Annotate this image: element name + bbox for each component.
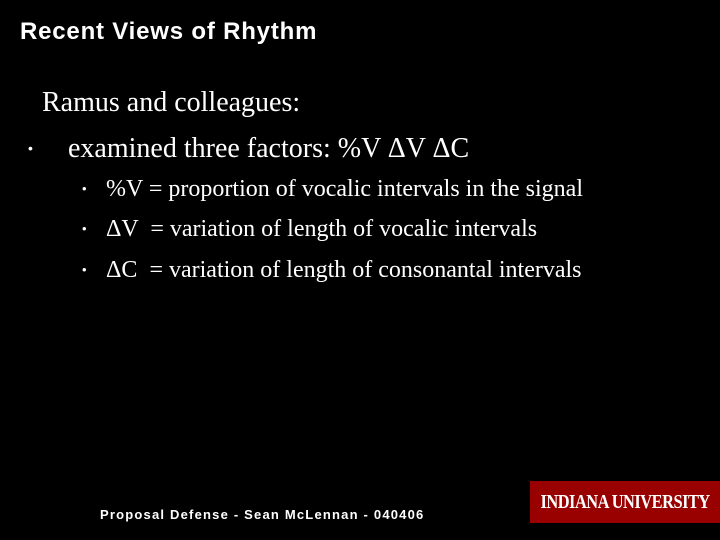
indiana-university-logo [530, 481, 720, 523]
intro-text: Ramus and colleagues: [42, 87, 301, 118]
slide-title: Recent Views of Rhythm [20, 18, 318, 45]
slide-footer: Proposal Defense - Sean McLennan - 040406 [100, 507, 425, 522]
bullet-item-factors [28, 133, 469, 165]
sub-bullet-item-delta-v [82, 216, 537, 243]
sub-bullet-text: ΔV = variation of length of vocalic intervals [106, 216, 538, 242]
bullet-icon: • [82, 181, 87, 196]
sub-bullet-text: %V = proportion of vocalic intervals in the signal [106, 176, 583, 202]
sub-bullet-text: ΔC = variation of length of consonantal intervals [106, 257, 582, 283]
bullet-text: examined three factors: %V ΔV ΔC [68, 133, 470, 164]
sub-bullet-item-delta-c [82, 257, 582, 284]
bullet-icon: • [82, 221, 87, 236]
sub-bullet-item-percent-v [82, 176, 583, 203]
bullet-icon: • [82, 262, 87, 277]
bullet-icon: • [28, 140, 33, 156]
logo-text: INDIANA UNIVERSITY [540, 490, 710, 513]
